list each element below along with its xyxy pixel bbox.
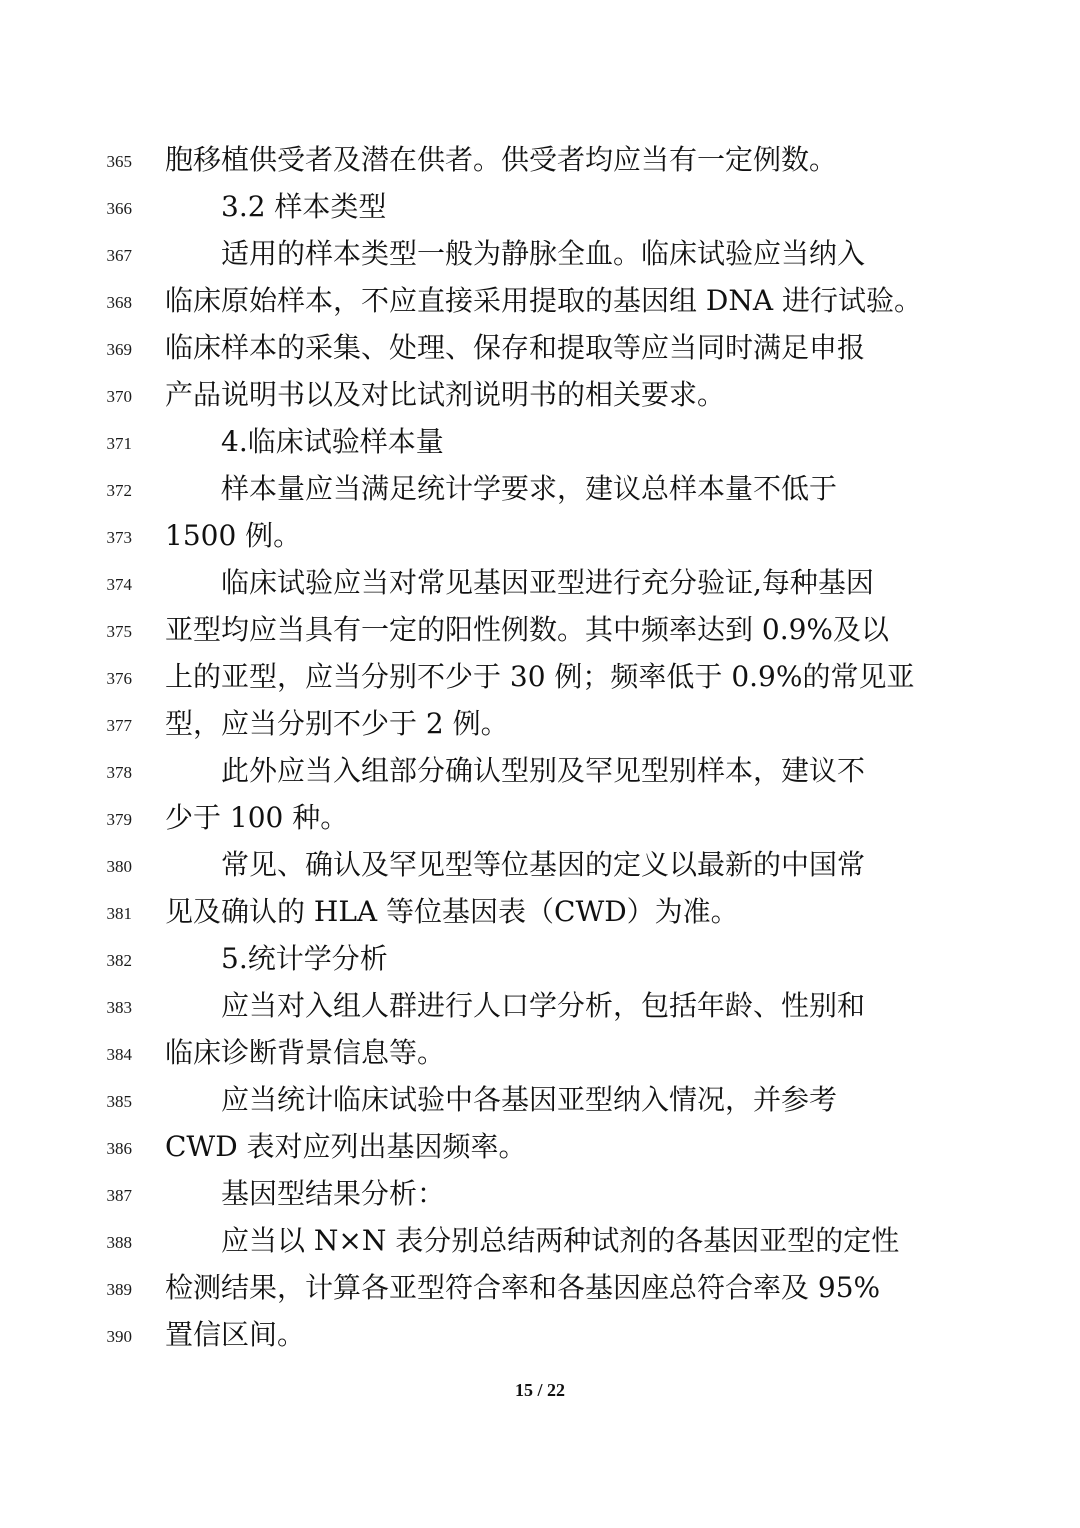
text-line: [0, 986, 1080, 1033]
text-line: [0, 1127, 1080, 1174]
line-text: 置信区间。: [165, 1318, 306, 1351]
section-heading: 5.统计学分析: [221, 942, 388, 975]
text-line: [0, 469, 1080, 516]
line-text: 亚型均应当具有一定的阳性例数。其中频率达到 0.9%及以: [165, 613, 890, 646]
line-text: 此外应当入组部分确认型别及罕见型别样本，建议不: [221, 754, 866, 787]
line-number: 382: [106, 951, 132, 970]
line-number: 385: [106, 1092, 132, 1111]
line-text: 常见、确认及罕见型等位基因的定义以最新的中国常: [221, 848, 866, 881]
line-number: 386: [106, 1139, 132, 1158]
line-text: 应当以 N×N 表分别总结两种试剂的各基因亚型的定性: [221, 1224, 900, 1257]
text-line: [0, 704, 1080, 751]
line-number: 384: [106, 1045, 132, 1064]
text-line: [0, 939, 1080, 986]
text-line: [0, 751, 1080, 798]
text-line: [0, 798, 1080, 845]
line-number: 378: [106, 763, 132, 782]
text-line: [0, 187, 1080, 234]
line-text: 适用的样本类型一般为静脉全血。临床试验应当纳入: [221, 237, 866, 270]
line-number: 390: [106, 1327, 132, 1346]
text-line: [0, 281, 1080, 328]
section-heading: 3.2 样本类型: [221, 190, 387, 223]
text-line: [0, 1033, 1080, 1080]
line-number: 367: [106, 246, 132, 265]
line-text: 临床诊断背景信息等。: [165, 1036, 446, 1069]
text-line: [0, 563, 1080, 610]
text-line: [0, 845, 1080, 892]
line-text: 产品说明书以及对比试剂说明书的相关要求。: [165, 378, 726, 411]
line-text: 检测结果，计算各亚型符合率和各基因座总符合率及 95%: [165, 1271, 881, 1304]
line-number: 375: [106, 622, 132, 641]
line-text: 1500 例。: [165, 519, 302, 552]
line-text: 基因型结果分析：: [221, 1177, 446, 1210]
text-line: [0, 328, 1080, 375]
line-number: 381: [106, 904, 132, 923]
line-number: 389: [106, 1280, 132, 1299]
line-text: 见及确认的 HLA 等位基因表（CWD）为准。: [165, 895, 739, 928]
page-number: 15 / 22: [514, 1380, 565, 1400]
text-line: [0, 892, 1080, 939]
line-number: 366: [106, 199, 132, 218]
line-text: 临床试验应当对常见基因亚型进行充分验证,每种基因: [221, 566, 874, 599]
text-line: [0, 610, 1080, 657]
line-number: 374: [106, 575, 132, 594]
line-number: 373: [106, 528, 132, 547]
line-number: 372: [106, 481, 132, 500]
line-text: 胞移植供受者及潜在供者。供受者均应当有一定例数。: [165, 143, 838, 176]
line-number: 370: [106, 387, 132, 406]
text-line: [0, 140, 1080, 187]
line-text: 上的亚型，应当分别不少于 30 例；频率低于 0.9%的常见亚: [165, 660, 915, 693]
line-text: 临床样本的采集、处理、保存和提取等应当同时满足申报: [165, 331, 866, 364]
line-number: 387: [106, 1186, 132, 1205]
line-number: 371: [106, 434, 132, 453]
line-number: 369: [106, 340, 132, 359]
line-number: 368: [106, 293, 132, 312]
text-line: [0, 422, 1080, 469]
line-number: 388: [106, 1233, 132, 1252]
text-line: [0, 1268, 1080, 1315]
text-line: [0, 1080, 1080, 1127]
section-heading: 4.临床试验样本量: [221, 425, 444, 458]
line-number: 376: [106, 669, 132, 688]
line-number: 380: [106, 857, 132, 876]
line-number: 365: [106, 152, 132, 171]
line-text: 应当对入组人群进行人口学分析，包括年龄、性别和: [221, 989, 866, 1022]
line-text: 应当统计临床试验中各基因亚型纳入情况，并参考: [221, 1083, 838, 1116]
text-line: [0, 1315, 1080, 1362]
text-line: [0, 1221, 1080, 1268]
line-number: 377: [106, 716, 132, 735]
line-text: 样本量应当满足统计学要求，建议总样本量不低于: [221, 472, 838, 505]
text-line: [0, 1174, 1080, 1221]
text-line: [0, 234, 1080, 281]
line-text: 少于 100 种。: [165, 801, 349, 834]
text-line: [0, 657, 1080, 704]
line-number: 379: [106, 810, 132, 829]
line-number: 383: [106, 998, 132, 1017]
line-text: 型，应当分别不少于 2 例。: [165, 707, 509, 740]
text-line: [0, 516, 1080, 563]
line-text: CWD 表对应列出基因频率。: [165, 1130, 527, 1163]
line-text: 临床原始样本，不应直接采用提取的基因组 DNA 进行试验。: [165, 284, 922, 317]
text-line: [0, 375, 1080, 422]
